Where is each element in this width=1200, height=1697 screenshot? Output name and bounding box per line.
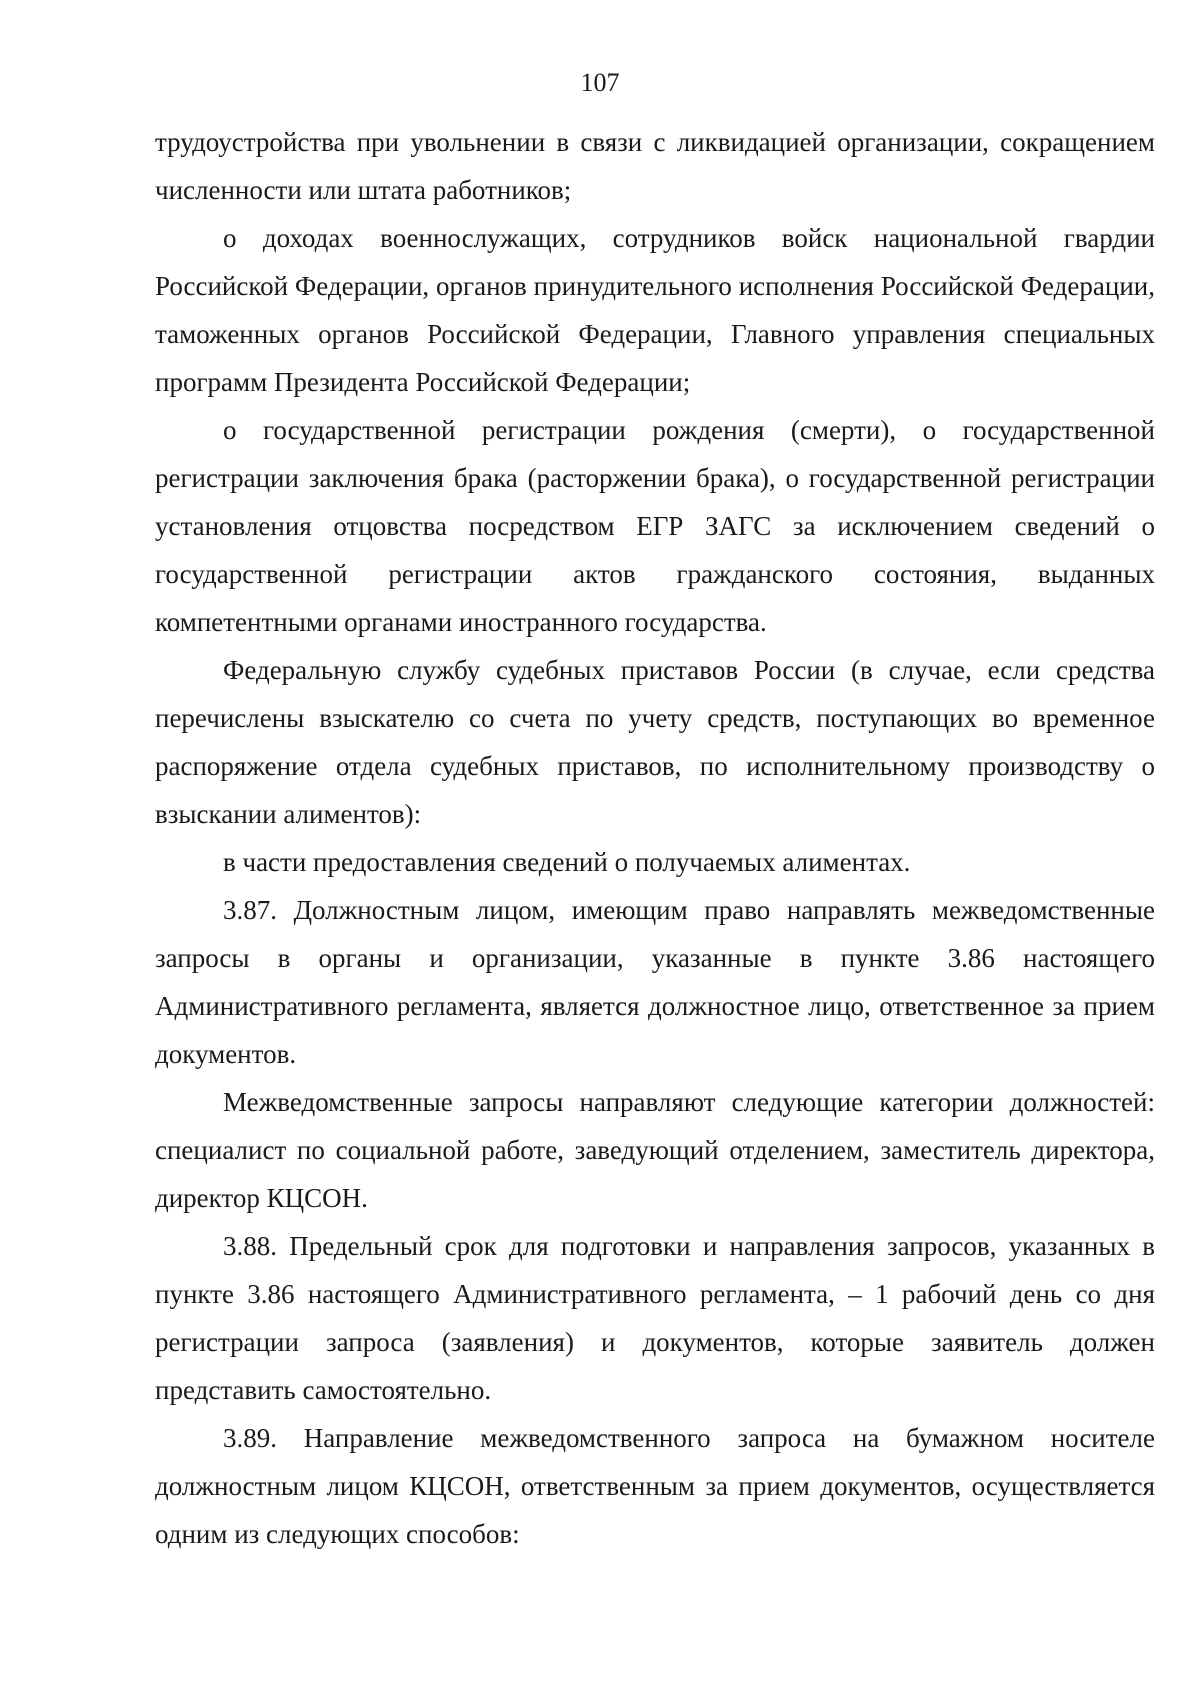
paragraph-alimony-info: в части предоставления сведений о получаемых алиментах.	[223, 847, 911, 877]
paragraph-continuation: трудоустройства при увольнении в связи с ликвидацией организации, сокращением численности или штата работников;	[155, 127, 1155, 205]
paragraph-3-89: 3.89. Направление межведомственного запроса на бумажном носителе должностным лицом КЦСОН, ответственным за прием документов, осуществляется одним из следующих способов:	[155, 1423, 1155, 1549]
paragraph-civil-registration: о государственной регистрации рождения (смерти), о государственной регистрации заключения брака (расторжении брака), о государственной регистрации установления отцовства посредством ЕГР ЗАГС за исключением сведений о государственной регистрации актов гражданского состояния, выданных компетентными органами иностранного государства.	[155, 415, 1155, 637]
document-body	[155, 118, 1155, 1558]
paragraph-3-88: 3.88. Предельный срок для подготовки и направления запросов, указанных в пункте 3.86 настоящего Административного регламента, – 1 рабочий день со дня регистрации запроса (заявления) и документов, которые заявитель должен представить самостоятельно.	[155, 1231, 1155, 1405]
paragraph-bailiff-service: Федеральную службу судебных приставов России (в случае, если средства перечислены взыскателю со счета по учету средств, поступающих во временное распоряжение отдела судебных приставов, по исполнительному производству о взыскании алиментов):	[155, 655, 1155, 829]
paragraph-3-87: 3.87. Должностным лицом, имеющим право направлять межведомственные запросы в органы и организации, указанные в пункте 3.86 настоящего Административного регламента, является должностное лицо, ответственное за прием документов.	[155, 895, 1155, 1069]
paragraph-request-categories: Межведомственные запросы направляют следующие категории должностей: специалист по социальной работе, заведующий отделением, заместитель директора, директор КЦСОН.	[155, 1087, 1155, 1213]
paragraph-military-income: о доходах военнослужащих, сотрудников войск национальной гвардии Российской Федерации, органов принудительного исполнения Российской Федерации, таможенных органов Российской Федерации, Главного управления специальных программ Президента Российской Федерации;	[155, 223, 1155, 397]
page-number: 107	[580, 68, 620, 97]
